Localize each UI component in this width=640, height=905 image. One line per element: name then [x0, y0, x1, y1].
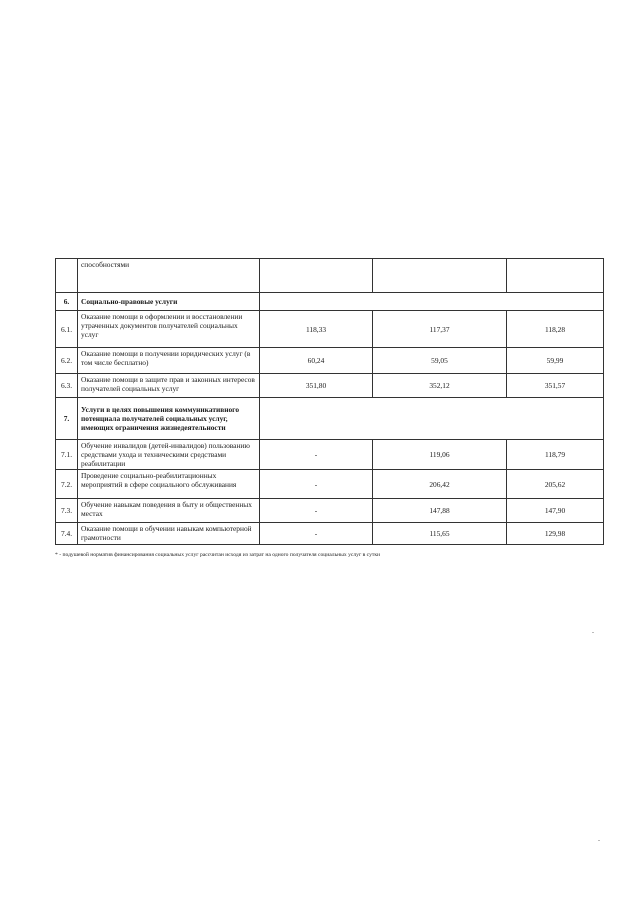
- table-row-7-4: [56, 523, 604, 545]
- section-row-7: [56, 398, 604, 440]
- cell-value-2: 117,37: [373, 311, 507, 348]
- cell-value-3: 118,79: [507, 440, 604, 470]
- cell-name: Оказание помощи в обучении навыкам компьютерной грамотности: [78, 523, 260, 545]
- cell-value-2: 115,65: [373, 523, 507, 545]
- cell-value-1: 118,33: [260, 311, 373, 348]
- cell-value-1: [260, 259, 373, 293]
- cell-value-1: -: [260, 499, 373, 523]
- cell-value-1: 351,80: [260, 374, 373, 398]
- section-num: 7.: [56, 398, 78, 440]
- services-table: [55, 258, 604, 545]
- section-title: Социально-правовые услуги: [78, 293, 260, 311]
- table-row-7-3: [56, 499, 604, 523]
- cell-name: Проведение социально-реабилитационных мероприятий в сфере социального обслуживания: [78, 470, 260, 499]
- cell-num: 7.3.: [56, 499, 78, 523]
- cell-value-1: -: [260, 440, 373, 470]
- cell-num: 7.4.: [56, 523, 78, 545]
- section-row-6: [56, 293, 604, 311]
- table-row-6-3: [56, 374, 604, 398]
- cell-value-2: 206,42: [373, 470, 507, 499]
- cell-value-3: 118,28: [507, 311, 604, 348]
- scan-speck: [592, 632, 594, 633]
- cell-num: [56, 259, 78, 293]
- cell-name: Оказание помощи в получении юридических услуг (в том числе бесплатно): [78, 348, 260, 374]
- section-blank-cell: [260, 398, 604, 440]
- section-num: 6.: [56, 293, 78, 311]
- cell-value-3: 129,98: [507, 523, 604, 545]
- cell-num: 6.2.: [56, 348, 78, 374]
- cell-num: 7.2.: [56, 470, 78, 499]
- table-row-6-1: [56, 311, 604, 348]
- cell-num: 7.1.: [56, 440, 78, 470]
- table-row-top: [56, 259, 604, 293]
- cell-name: Обучение навыкам поведения в быту и общественных местах: [78, 499, 260, 523]
- cell-value-3: 351,57: [507, 374, 604, 398]
- cell-value-2: 59,05: [373, 348, 507, 374]
- table-row-7-2: [56, 470, 604, 499]
- cell-value-2: [373, 259, 507, 293]
- cell-value-2: 147,88: [373, 499, 507, 523]
- cell-value-3: 205,62: [507, 470, 604, 499]
- scan-speck: [598, 840, 600, 841]
- cell-name: Оказание помощи в оформлении и восстановлении утраченных документов получателей социальных услуг: [78, 311, 260, 348]
- cell-value-2: 352,12: [373, 374, 507, 398]
- footnote: * - подушевой норматив финансирования социальных услуг рассчитан исходя из затрат на одного получателя социальных услуг в сутки: [55, 552, 381, 558]
- cell-value-1: -: [260, 470, 373, 499]
- table-row-7-1: [56, 440, 604, 470]
- cell-name: Обучение инвалидов (детей-инвалидов) пользованию средствами ухода и техническими средствами реабилитации: [78, 440, 260, 470]
- cell-num: 6.3.: [56, 374, 78, 398]
- table-row-6-2: [56, 348, 604, 374]
- cell-num: 6.1.: [56, 311, 78, 348]
- cell-value-3: [507, 259, 604, 293]
- cell-value-3: 59,99: [507, 348, 604, 374]
- section-title: Услуги в целях повышения коммуникативного потенциала получателей социальных услуг, имеющих ограничения жизнедеятельности: [78, 398, 260, 440]
- cell-name: способностями: [78, 259, 260, 293]
- cell-value-1: -: [260, 523, 373, 545]
- cell-value-1: 60,24: [260, 348, 373, 374]
- cell-name: Оказание помощи в защите прав и законных интересов получателей социальных услуг: [78, 374, 260, 398]
- cell-value-2: 119,06: [373, 440, 507, 470]
- section-blank-cell: [260, 293, 604, 311]
- cell-value-3: 147,90: [507, 499, 604, 523]
